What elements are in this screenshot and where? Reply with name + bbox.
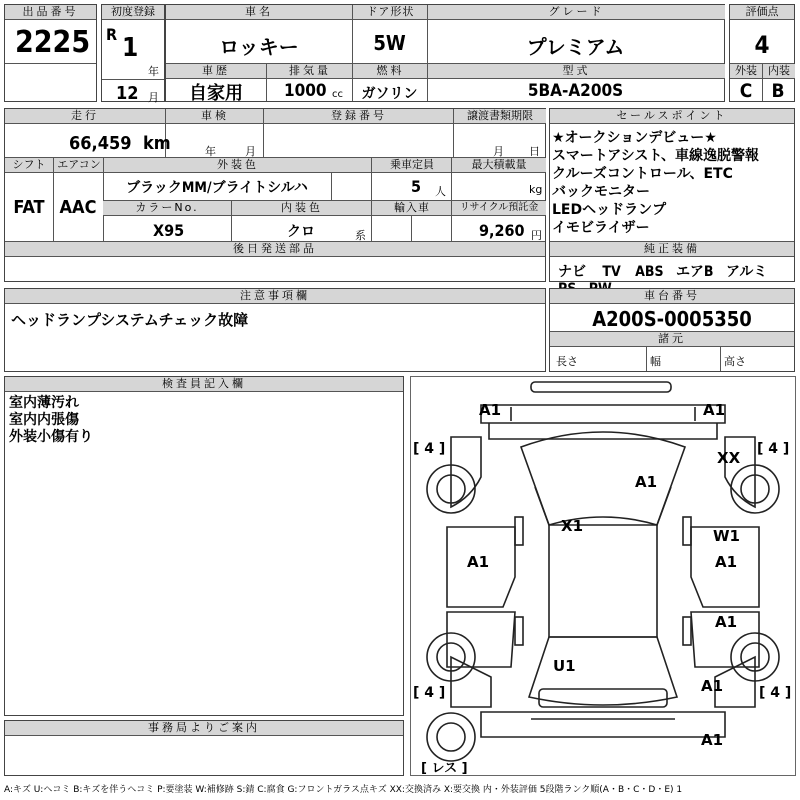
score-label: 評価点	[730, 5, 794, 20]
inspector-note: 室内内張傷	[9, 412, 79, 428]
displacement: 1000	[284, 81, 327, 101]
max-load-unit: kg	[529, 183, 543, 196]
damage-mark: A1	[715, 553, 738, 571]
aircon: AAC	[59, 197, 97, 218]
sales-point-item: LEDヘッドランプ	[552, 202, 667, 218]
sales-point-item: ★オークションデビュー★	[552, 130, 717, 146]
max-load-label: 最大積載量	[451, 158, 546, 173]
ext-color-label: 外装色	[103, 158, 372, 173]
damage-mark: U1	[553, 657, 576, 675]
ext-grade: C	[739, 80, 753, 102]
first-reg-year-unit: 年	[148, 65, 159, 78]
car-name: ロッキー	[219, 35, 299, 59]
door-type: 5W	[373, 31, 406, 55]
int-grade-label: 内装	[762, 64, 795, 79]
capacity: 5	[411, 177, 422, 196]
transfer-day-unit: 日	[529, 145, 540, 158]
tire-depth: [ 4 ]	[757, 441, 790, 457]
caution-label: 注意事項欄	[5, 289, 545, 304]
equipment-item: ナビ	[558, 264, 586, 280]
aircon-label: エアコン	[53, 158, 104, 173]
recycle-fee: 9,260	[479, 221, 525, 240]
displacement-unit: cc	[332, 89, 343, 100]
sales-point-item: スマートアシスト、車線逸脱警報	[552, 148, 760, 164]
first-reg-month-unit: 月	[148, 91, 159, 104]
spare-tire: [ レス ]	[421, 761, 468, 776]
car-name-label: 車名	[166, 5, 352, 20]
caution-text: ヘッドランプシステムチェック故障	[11, 311, 249, 329]
equipment-item: ABS	[635, 264, 664, 280]
shift: FAT	[13, 197, 45, 218]
color-no: X95	[153, 221, 185, 240]
history-label: 車歴	[166, 64, 266, 79]
history: 自家用	[189, 83, 243, 104]
inspector-note: 室内薄汚れ	[9, 395, 79, 411]
caution-box	[4, 288, 546, 372]
damage-mark: X1	[561, 517, 584, 535]
grade-label: グレード	[427, 5, 725, 20]
damage-mark: A1	[701, 677, 724, 695]
spec-width: 幅	[650, 355, 661, 368]
damage-mark: A1	[479, 401, 502, 419]
damage-mark: W1	[713, 527, 740, 545]
equipment-item: エアB	[675, 264, 714, 280]
inspector-box	[4, 376, 404, 716]
model-code: 5BA-A200S	[527, 81, 624, 101]
first-reg-label: 初度登録	[102, 5, 164, 20]
grade: プレミアム	[526, 35, 625, 59]
damage-mark: A1	[715, 613, 738, 631]
sales-points-label: セールスポイント	[550, 109, 794, 124]
inspection-month-unit: 月	[245, 145, 256, 158]
equipment-label: 純正装備	[550, 242, 794, 257]
chassis-label: 車台番号	[550, 289, 794, 304]
first-reg-year: 1	[122, 33, 139, 63]
spec-length: 長さ	[556, 355, 578, 368]
sales-points-box	[549, 108, 795, 282]
fuel: ガソリン	[361, 86, 418, 102]
mileage: 66,459	[69, 133, 132, 154]
color-no-label: カラーNo.	[103, 201, 231, 216]
office-label: 事務局よりご案内	[5, 721, 403, 736]
displacement-label: 排気量	[266, 64, 353, 79]
damage-mark: A1	[467, 553, 490, 571]
door-label: ドア形状	[352, 5, 428, 20]
sales-point-item: バックモニター	[552, 184, 650, 200]
damage-mark: XX	[717, 449, 741, 467]
car-outline-icon	[411, 377, 795, 775]
inspector-note: 外装小傷有り	[9, 429, 93, 445]
damage-mark: A1	[703, 401, 726, 419]
tire-depth: [ 4 ]	[413, 441, 446, 457]
int-grade: B	[771, 80, 785, 102]
tire-depth: [ 4 ]	[759, 685, 792, 701]
chassis-box	[549, 288, 795, 372]
chassis-number: A200S-0005350	[592, 307, 752, 331]
model-label: 型式	[427, 64, 725, 79]
mileage-unit: km	[143, 133, 171, 154]
first-reg-era: R	[106, 25, 118, 44]
car-diagram	[410, 376, 796, 776]
ext-grade-label: 外装	[730, 64, 762, 79]
ext-color: ブラックMM/ブライトシルハ	[126, 180, 308, 196]
lot-number: 2225	[15, 25, 91, 60]
reg-no-label: 登録番号	[263, 109, 454, 124]
capacity-label: 乗車定員	[371, 158, 452, 173]
equipment-item: アルミ	[725, 264, 768, 280]
car-info-box	[165, 4, 725, 102]
sales-point-item: イモビライザー	[552, 220, 650, 236]
fuel-label: 燃料	[352, 64, 428, 79]
later-parts-label: 後日発送部品	[5, 242, 545, 257]
vehicle-detail-box	[4, 108, 546, 282]
lot-label: 出品番号	[5, 5, 96, 20]
inspector-label: 検査員記入欄	[5, 377, 403, 392]
inspector-notes	[9, 395, 93, 446]
sales-point-item: クルーズコントロール、ETC	[552, 166, 733, 182]
lot-box	[4, 4, 97, 102]
inspection-year-unit: 年	[205, 145, 216, 158]
damage-mark: A1	[635, 473, 658, 491]
legend: A:キズ U:ヘコミ B:キズを伴うヘコミ P:要塗装 W:補修跡 S:錆 C:腐食 G:フロントガラス点キズ XX:交換済み X:要交換 内・外装評価 5段階ランク順(A・B・C・D・E) 1	[4, 785, 683, 795]
damage-mark: A1	[701, 731, 724, 749]
mileage-label: 走行	[5, 109, 165, 124]
first-reg-month: 12	[116, 83, 139, 104]
shift-label: シフト	[5, 158, 53, 173]
int-color-unit: 系	[355, 229, 366, 242]
tire-depth: [ 4 ]	[413, 685, 446, 701]
transfer-label: 譲渡書類期限	[453, 109, 546, 124]
specs-label: 諸元	[550, 332, 794, 347]
sales-points-list	[552, 129, 794, 237]
inspection-label: 車検	[165, 109, 264, 124]
recycle-label: リサイクル預託金	[451, 201, 546, 216]
int-color-label: 内装色	[231, 201, 372, 216]
spec-height: 高さ	[724, 355, 746, 368]
capacity-unit: 人	[435, 185, 446, 198]
transfer-month-unit: 月	[493, 145, 504, 158]
score: 4	[754, 31, 770, 59]
first-reg-box	[101, 4, 165, 102]
import-label: 輸入車	[371, 201, 452, 216]
recycle-unit: 円	[531, 229, 542, 242]
int-color: クロ	[287, 224, 315, 240]
score-box	[729, 4, 795, 102]
equipment-item: TV	[602, 264, 621, 280]
office-box	[4, 720, 404, 776]
